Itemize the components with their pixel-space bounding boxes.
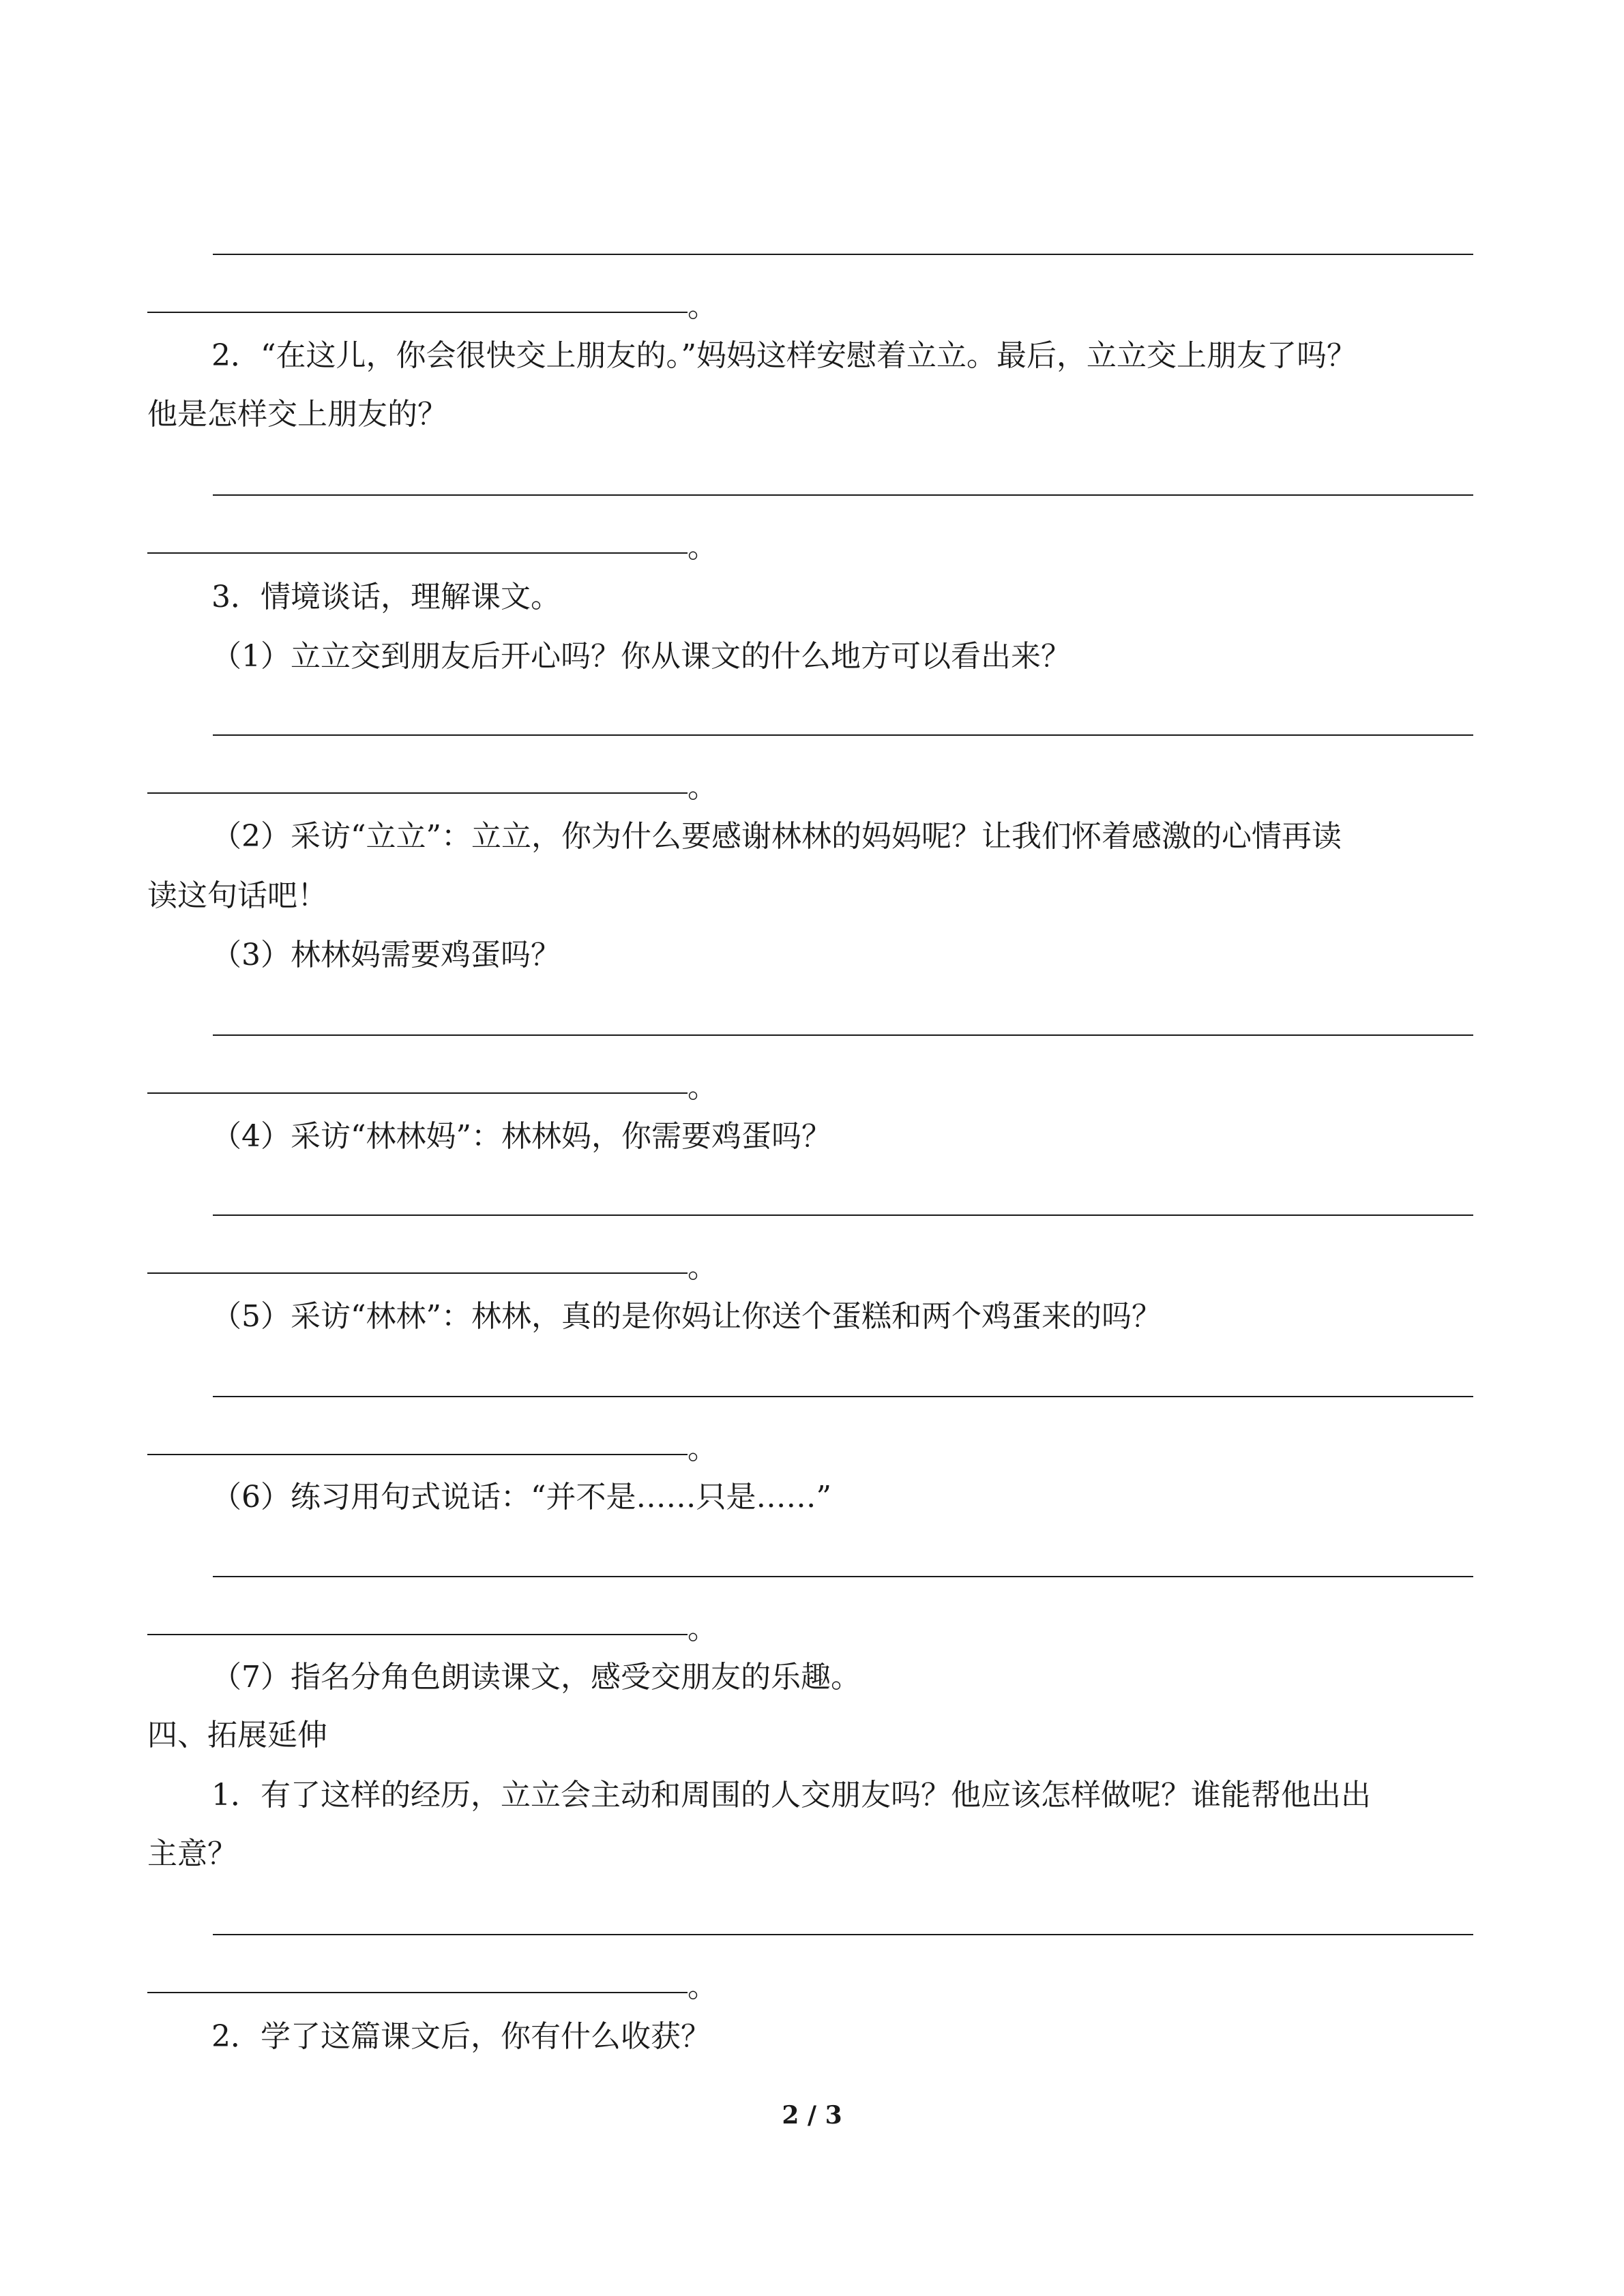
period: 。 bbox=[688, 770, 718, 805]
answer-line[interactable] bbox=[147, 552, 688, 554]
answer-line[interactable] bbox=[213, 734, 1473, 736]
section-4-question-2: 2．学了这篇课文后，你有什么收获？ bbox=[211, 2019, 711, 2054]
section-4-question-1-line2: 主意？ bbox=[147, 1836, 237, 1871]
question-3-sub-6: （6）练习用句式说话：“并不是……只是……” bbox=[211, 1480, 831, 1515]
answer-line[interactable] bbox=[147, 1272, 688, 1274]
question-3-title: 3．情境谈话，理解课文。 bbox=[211, 580, 561, 614]
answer-line[interactable] bbox=[213, 254, 1473, 255]
question-3-sub-5: （5）采访“林林”：林林，真的是你妈让你送个蛋糕和两个鸡蛋来的吗？ bbox=[211, 1299, 1162, 1334]
question-3-sub-2-line2: 读这句话吧！ bbox=[147, 878, 327, 913]
answer-line[interactable] bbox=[213, 1034, 1473, 1036]
period: 。 bbox=[688, 1070, 718, 1105]
answer-line[interactable] bbox=[147, 1454, 688, 1455]
answer-line[interactable] bbox=[213, 1214, 1473, 1216]
answer-line[interactable] bbox=[147, 1092, 688, 1094]
answer-line[interactable] bbox=[147, 792, 688, 794]
question-2-line1: 2．“在这儿，你会很快交上朋友的。”妈妈这样安慰着立立。最后，立立交上朋友了吗？ bbox=[211, 338, 1357, 373]
period: 。 bbox=[688, 1969, 718, 2004]
period: 。 bbox=[688, 1431, 718, 1466]
answer-line[interactable] bbox=[147, 1634, 688, 1635]
period: 。 bbox=[688, 530, 718, 565]
answer-line[interactable] bbox=[213, 494, 1473, 496]
question-3-sub-4: （4）采访“林林妈”：林林妈，你需要鸡蛋吗？ bbox=[211, 1119, 831, 1154]
question-3-sub-2-line1: （2）采访“立立”：立立，你为什么要感谢林林的妈妈呢？让我们怀着感激的心情再读 bbox=[211, 819, 1342, 854]
question-3-sub-7: （7）指名分角色朗读课文，感受交朋友的乐趣。 bbox=[211, 1660, 861, 1695]
page-number: 2 / 3 bbox=[782, 2101, 842, 2130]
question-3-sub-1: （1）立立交到朋友后开心吗？你从课文的什么地方可以看出来？ bbox=[211, 639, 1071, 674]
question-2-line2: 他是怎样交上朋友的？ bbox=[147, 397, 447, 432]
section-4-heading: 四、拓展延伸 bbox=[147, 1718, 327, 1753]
answer-line[interactable] bbox=[147, 312, 688, 313]
answer-line[interactable] bbox=[147, 1992, 688, 1993]
section-4-question-1-line1: 1．有了这样的经历，立立会主动和周围的人交朋友吗？他应该怎样做呢？谁能帮他出出 bbox=[211, 1778, 1371, 1813]
answer-line[interactable] bbox=[213, 1396, 1473, 1397]
period: 。 bbox=[688, 1250, 718, 1285]
period: 。 bbox=[688, 1611, 718, 1646]
period: 。 bbox=[688, 289, 718, 324]
answer-line[interactable] bbox=[213, 1576, 1473, 1577]
answer-line[interactable] bbox=[213, 1934, 1473, 1935]
question-3-sub-3: （3）林林妈需要鸡蛋吗？ bbox=[211, 938, 561, 972]
